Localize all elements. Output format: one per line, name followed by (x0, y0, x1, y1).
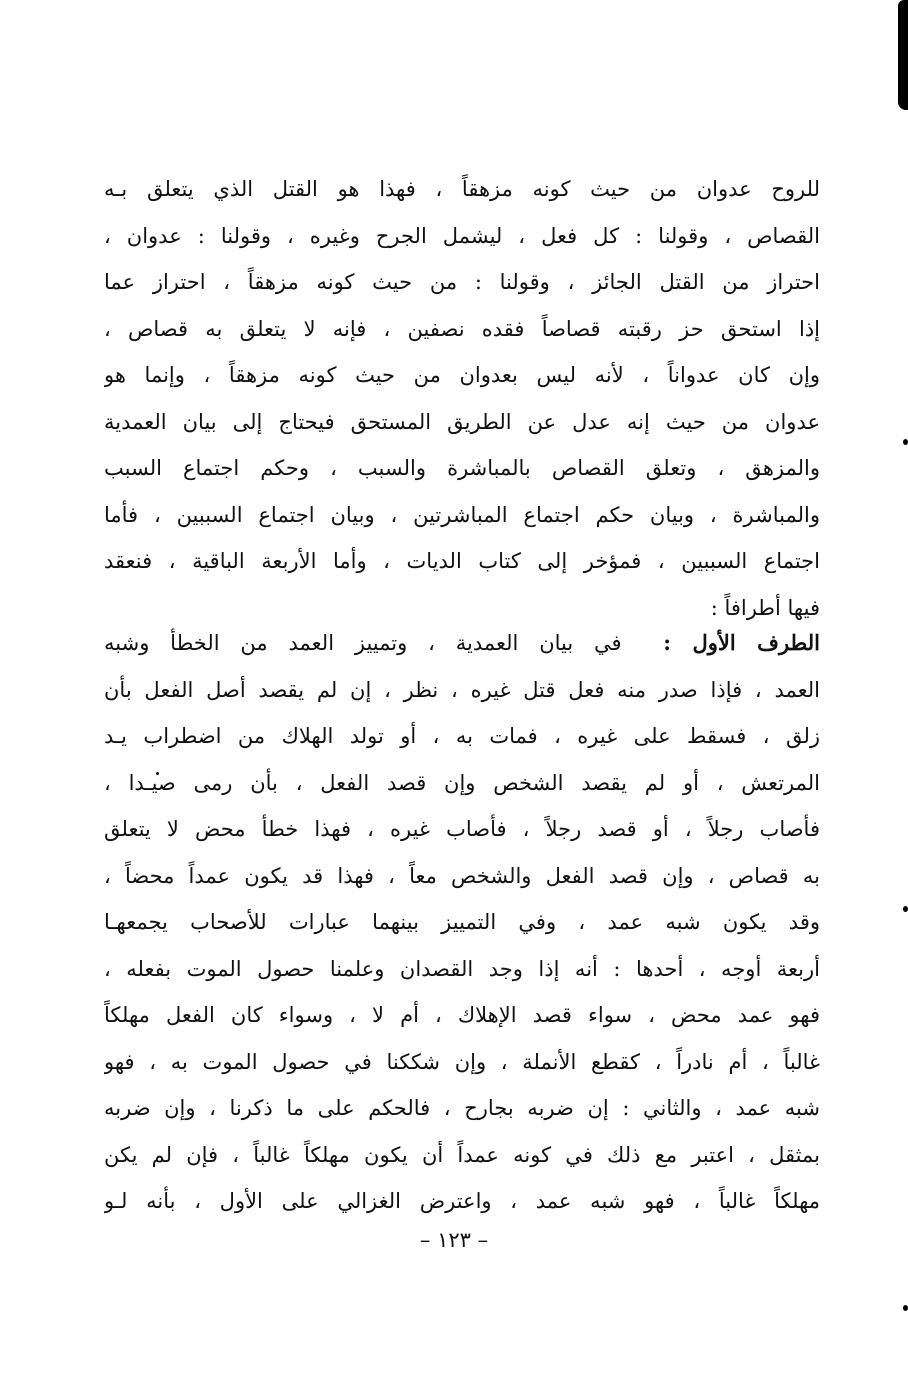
text-line-with-heading (104, 620, 820, 667)
paragraph-1 (104, 166, 820, 631)
text-run: في بيان العمدية ، وتمييز العمد من الخطأ وشبه (104, 631, 622, 655)
text-line: فيها أطرافاً : (710, 595, 820, 620)
text-line: المرتعش ، أو لم يقصد الشخص وإن قصد الفعل ، بأن رمى صيـدا ، (104, 770, 820, 795)
text-line: اجتماع السببين ، فمؤخر إلى كتاب الديات ، وأما الأربعة الباقية ، فنعقد (104, 549, 820, 573)
text-line: فهو عمد محض ، سواء قصد الإهلاك ، أم لا ، وسواء كان الفعل مهلكاً (104, 1003, 820, 1027)
page-number: – ١٢٣ – (419, 1228, 489, 1252)
paragraph-2 (104, 620, 820, 1225)
text-line: وإن كان عدواناً ، لأنه ليس بعدوان من حيث كونه مزهقاً ، وإنما هو (104, 363, 820, 387)
text-line: العمد ، فإذا صدر منه فعل قتل غيره ، نظر ، إن لم يقصد أصل الفعل بأن (104, 677, 820, 702)
text-line: بمثقل ، اعتبر مع ذلك في كونه عمداً أن يكون مهلكاً غالباً ، فإن لم يكن (104, 1142, 820, 1167)
margin-dot (903, 906, 908, 912)
margin-dot (903, 1305, 908, 1311)
text-line: القصاص ، وقولنا : كل فعل ، ليشمل الجرح وغيره ، وقولنا : عدوان ، (104, 223, 820, 248)
page-edge-mark (898, 0, 908, 110)
text-line: به قصاص ، وإن قصد الفعل والشخص معاً ، فهذا قد يكون عمداً محضاً ، (104, 863, 820, 888)
text-line: والمباشرة ، وبيان حكم اجتماع المباشرتين ، وبيان اجتماع السببين ، فأما (104, 502, 820, 527)
text-line: والمزهق ، وتعلق القصاص بالمباشرة والسبب ، وحكم اجتماع السبب (104, 456, 820, 480)
section-heading: الطرف الأول : (663, 630, 820, 655)
text-line: وقد يكون شبه عمد ، وفي التمييز بينهما عبارات للأصحاب يجمعهـا (104, 910, 820, 934)
text-line: غالباً ، أم نادراً ، كقطع الأنملة ، وإن شككنا في حصول الموت به ، فهو (104, 1049, 820, 1074)
text-line: للروح عدوان من حيث كونه مزهقاً ، فهذا هو القتل الذي يتعلق بـه (104, 177, 820, 201)
text-line: شبه عمد ، والثاني : إن ضربه بجارح ، فالحكم على ما ذكرنا ، وإن ضربه (104, 1096, 820, 1120)
text-line: مهلكاً غالباً ، فهو شبه عمد ، واعترض الغزالي على الأول ، بأنه لـو (104, 1189, 820, 1213)
text-line: زلق ، فسقط على غيره ، فمات به ، أو تولد الهلاك من اضطراب يـد (104, 724, 820, 748)
text-line: فأصاب رجلاً ، أو قصد رجلاً ، فأصاب غيره ، فهذا خطأ محض لا يتعلق (104, 817, 820, 841)
text-line: إذا استحق حز رقبته قصاصاً فقده نصفين ، فإنه لا يتعلق به قصاص ، (104, 316, 820, 341)
text-line: احتراز من القتل الجائز ، وقولنا : من حيث كونه مزهقاً ، احتراز عما (104, 270, 820, 294)
text-line: عدوان من حيث إنه عدل عن الطريق المستحق فيحتاج إلى بيان العمدية (104, 409, 820, 434)
text-line: أربعة أوجه ، أحدها : أنه إذا وجد القصدان وعلمنا حصول الموت بفعله ، (104, 956, 820, 981)
margin-dot (903, 439, 908, 445)
